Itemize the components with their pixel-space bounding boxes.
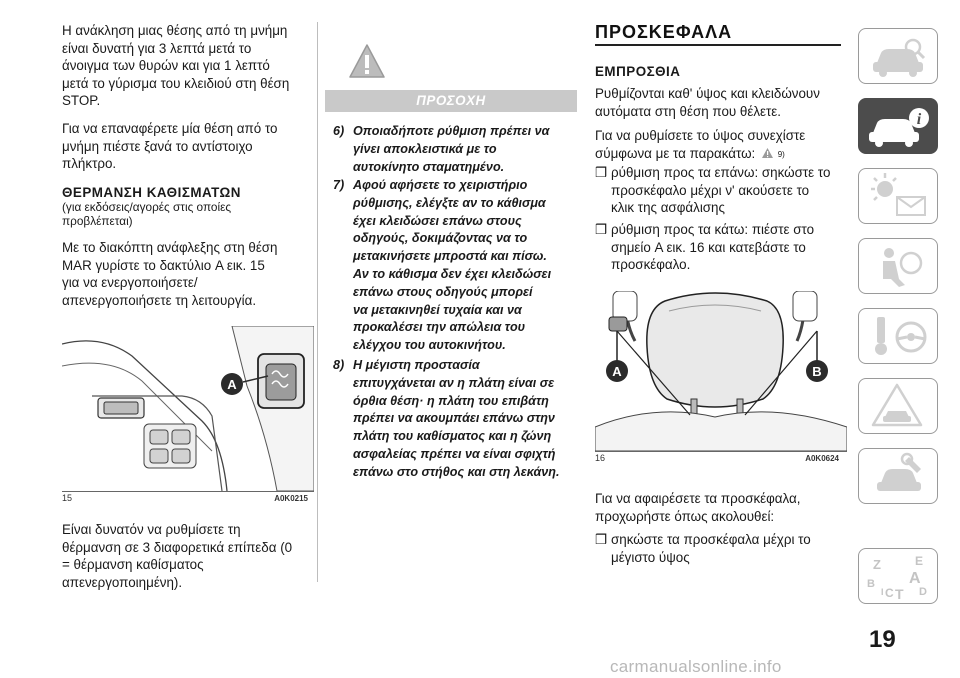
heating-levels-paragraph	[62, 521, 314, 591]
tab-index[interactable]	[858, 548, 938, 604]
warning-title: ΠΡΟΣΟΧΗ	[416, 93, 486, 108]
text-line: προσκέφαλο.	[611, 257, 691, 273]
text-line: Για να αφαιρέσετε τα προσκέφαλα,	[595, 491, 801, 506]
callout-a: A	[227, 377, 237, 392]
text-line: μέγιστο ύψος	[611, 549, 690, 565]
text-line: έχει κλειδώσει επάνω στους	[353, 213, 522, 228]
restore-position-paragraph	[62, 120, 314, 173]
text-line: Αν το κάθισμα δεν έχει κλειδώσει	[353, 266, 552, 281]
text-line: Για να ρυθμίσετε το ύψος συνεχίστε	[595, 128, 806, 143]
text-line: να μετακινηθεί τυχαία και να	[353, 302, 522, 317]
text-line	[595, 145, 847, 164]
text-line: επάνω στους οδηγούς μπορεί	[353, 284, 533, 299]
text-line: Η μέγιστη προστασία	[353, 358, 480, 372]
checkbox-bullet-icon: ❒	[595, 532, 608, 547]
text-line: για να ενεργοποιήσετε/	[62, 275, 198, 291]
page-number: 19	[869, 626, 896, 653]
seat-heating-illustration	[62, 326, 314, 491]
headrest-illustration	[595, 291, 847, 451]
text-line: οδηγούς, δοκιμάζοντας να το	[353, 231, 528, 246]
index-letters-icon	[859, 549, 937, 603]
figure-divider	[595, 451, 847, 452]
car-warning-icon	[859, 379, 937, 433]
figure-code: A0K0624	[805, 454, 839, 463]
callout-a: A	[612, 364, 622, 379]
text-line: θέρμανση σε 3 διαφορετικά επίπεδα (0	[62, 539, 293, 555]
text-fragment: σύμφωνα με τα παρακάτω:	[595, 145, 756, 161]
text-line: ρύθμιση προς τα κάτω: πιέστε στο	[611, 222, 815, 237]
text-line: προσκέφαλο μέχρι ν' ακούσετε το	[611, 182, 810, 198]
memory-recall-paragraph	[62, 22, 314, 110]
headrest-intro-paragraph	[595, 85, 847, 120]
text-line: Είναι δυνατόν να ρυθμίσετε τη	[62, 522, 241, 537]
text-line: Για να επαναφέρετε μία θέση από το	[62, 121, 278, 136]
text-line: απενεργοποιήσετε τη λειτουργία.	[62, 292, 257, 308]
removal-paragraph	[595, 490, 847, 525]
text-line: = θέρμανση καθίσματος	[62, 557, 204, 573]
index-letter: I	[881, 587, 884, 597]
text-line: Αφού αφήσετε το χειριστήριο	[353, 178, 528, 192]
index-letter: E	[915, 554, 924, 568]
text-line: πλήκτρο.	[62, 156, 117, 172]
tab-starting-driving[interactable]	[858, 308, 938, 364]
car-info-icon	[859, 99, 937, 153]
text-line: επιτυγχάνεται αν η πλάτη είναι σε	[353, 375, 555, 390]
checkbox-bullet-icon: ❒	[595, 222, 608, 237]
airbag-person-icon	[859, 239, 937, 293]
text-line: ελέγχου του αυτοκινήτου.	[353, 338, 506, 353]
text-line: απενεργοποιημένη).	[62, 574, 183, 590]
seat-heating-subheading	[62, 200, 231, 228]
tab-maintenance[interactable]	[858, 448, 938, 504]
index-letter: D	[919, 586, 927, 598]
index-letter: T	[895, 586, 904, 602]
figure-16-headrest	[595, 291, 847, 469]
lights-mail-icon	[859, 169, 937, 223]
tab-lights-messages[interactable]	[858, 168, 938, 224]
index-letter: C	[885, 586, 894, 600]
text-line: ρύθμιση προς τα επάνω: σηκώστε το	[611, 165, 831, 180]
text-line: προχωρήστε όπως ακολουθεί:	[595, 508, 775, 524]
warning-triangle-icon	[347, 42, 387, 82]
index-letter: A	[909, 570, 921, 587]
warning-title-band	[325, 90, 577, 112]
key-steering-icon	[859, 309, 937, 363]
figure-divider	[62, 491, 314, 492]
text-line: σημείο A εικ. 16 και κατεβάστε το	[611, 239, 806, 255]
text-line: κλικ της ασφάλισης	[611, 200, 725, 216]
warning-number: 7)	[333, 178, 345, 192]
text-line: αυτόματα στη θέση που θέλετε.	[595, 103, 781, 119]
bullet-raise	[595, 164, 847, 218]
text-line: Ρυθμίζονται καθ' ύψος και κλειδώνουν	[595, 86, 820, 101]
tab-safety[interactable]	[858, 238, 938, 294]
figure-number: 16	[595, 453, 606, 463]
car-search-icon	[859, 29, 937, 83]
warning-reference: 9)	[777, 149, 785, 159]
text-line: ρύθμισης, ελέγξτε αν το κάθισμα	[353, 195, 546, 210]
text-line: προκαλέσει την απώλεια του	[353, 320, 526, 335]
warning-number: 8)	[333, 358, 345, 372]
height-adjust-paragraph	[595, 127, 847, 163]
tab-emergency[interactable]	[858, 378, 938, 434]
svg-text:i: i	[916, 111, 922, 128]
figure-15-seat-heating-switch	[62, 326, 314, 504]
text-line: είναι δυνατή για 3 λεπτά μετά το	[62, 40, 252, 56]
bullet-lower	[595, 221, 847, 275]
warning-small-icon	[761, 147, 774, 159]
headrests-title: ΠΡΟΣΚΕΦΑΛΑ	[595, 22, 733, 42]
text-line: MAR γυρίστε το δακτύλιο A εικ. 15	[62, 257, 265, 273]
text-line: επάνω στο στήθος και στη λεκάνη.	[353, 464, 560, 479]
tab-car-info[interactable]	[858, 98, 938, 154]
text-line: προβλέπεται)	[62, 214, 133, 228]
text-line: όρθια θέση· η πλάτη του επιβάτη	[353, 393, 549, 408]
figure-number: 15	[62, 493, 73, 503]
checkbox-bullet-icon: ❒	[595, 165, 608, 180]
text-line: STOP.	[62, 93, 101, 109]
text-line: άνοιγμα των θυρών και για 1 λεπτό	[62, 58, 270, 74]
text-line: πρέπει να ακουμπάει επάνω στην	[353, 411, 555, 426]
wrench-car-icon	[859, 449, 937, 503]
index-letter: Z	[873, 557, 881, 572]
text-line: Η ανάκληση μιας θέσης από τη μνήμη	[62, 23, 288, 38]
text-line: αυτοκίνητο σταματημένο.	[353, 159, 505, 174]
text-line: μετά το γύρισμα του κλειδιού στη θέση	[62, 75, 290, 91]
callout-b: B	[812, 364, 822, 379]
text-line: ασφαλείας πρέπει να είναι σφιχτή	[353, 446, 556, 461]
text-line: σηκώστε τα προσκέφαλα μέχρι το	[611, 532, 811, 547]
index-letter: B	[867, 578, 875, 590]
seat-heating-heading: ΘΕΡΜΑΝΣΗ ΚΑΘΙΣΜΑΤΩΝ	[62, 185, 241, 200]
watermark: carmanualsonline.info	[610, 657, 782, 676]
text-line: Οποιαδήποτε ρύθμιση πρέπει να	[353, 124, 550, 138]
seat-heating-paragraph	[62, 239, 314, 309]
text-line: Με το διακόπτη ανάφλεξης στη θέση	[62, 240, 278, 255]
bullet-remove-raise	[595, 531, 847, 567]
figure-code: A0K0215	[274, 494, 308, 503]
warning-number: 6)	[333, 124, 345, 138]
text-line: πλάτη του καθίσματος και η ζώνη	[353, 429, 552, 444]
text-line: μετακινήσετε μπροστά και πίσω.	[353, 249, 547, 264]
text-line: (για εκδόσεις/αγορές στις οποίες	[62, 200, 232, 214]
text-line: μνήμη πιέστε ξανά το αντίστοιχο	[62, 138, 253, 154]
title-rule	[595, 44, 841, 46]
text-line: γίνει αποκλειστικά με το	[353, 141, 497, 156]
front-heading: ΕΜΠΡΟΣΘΙΑ	[595, 64, 681, 79]
tab-knowing-the-car[interactable]	[858, 28, 938, 84]
column-divider	[317, 22, 318, 582]
